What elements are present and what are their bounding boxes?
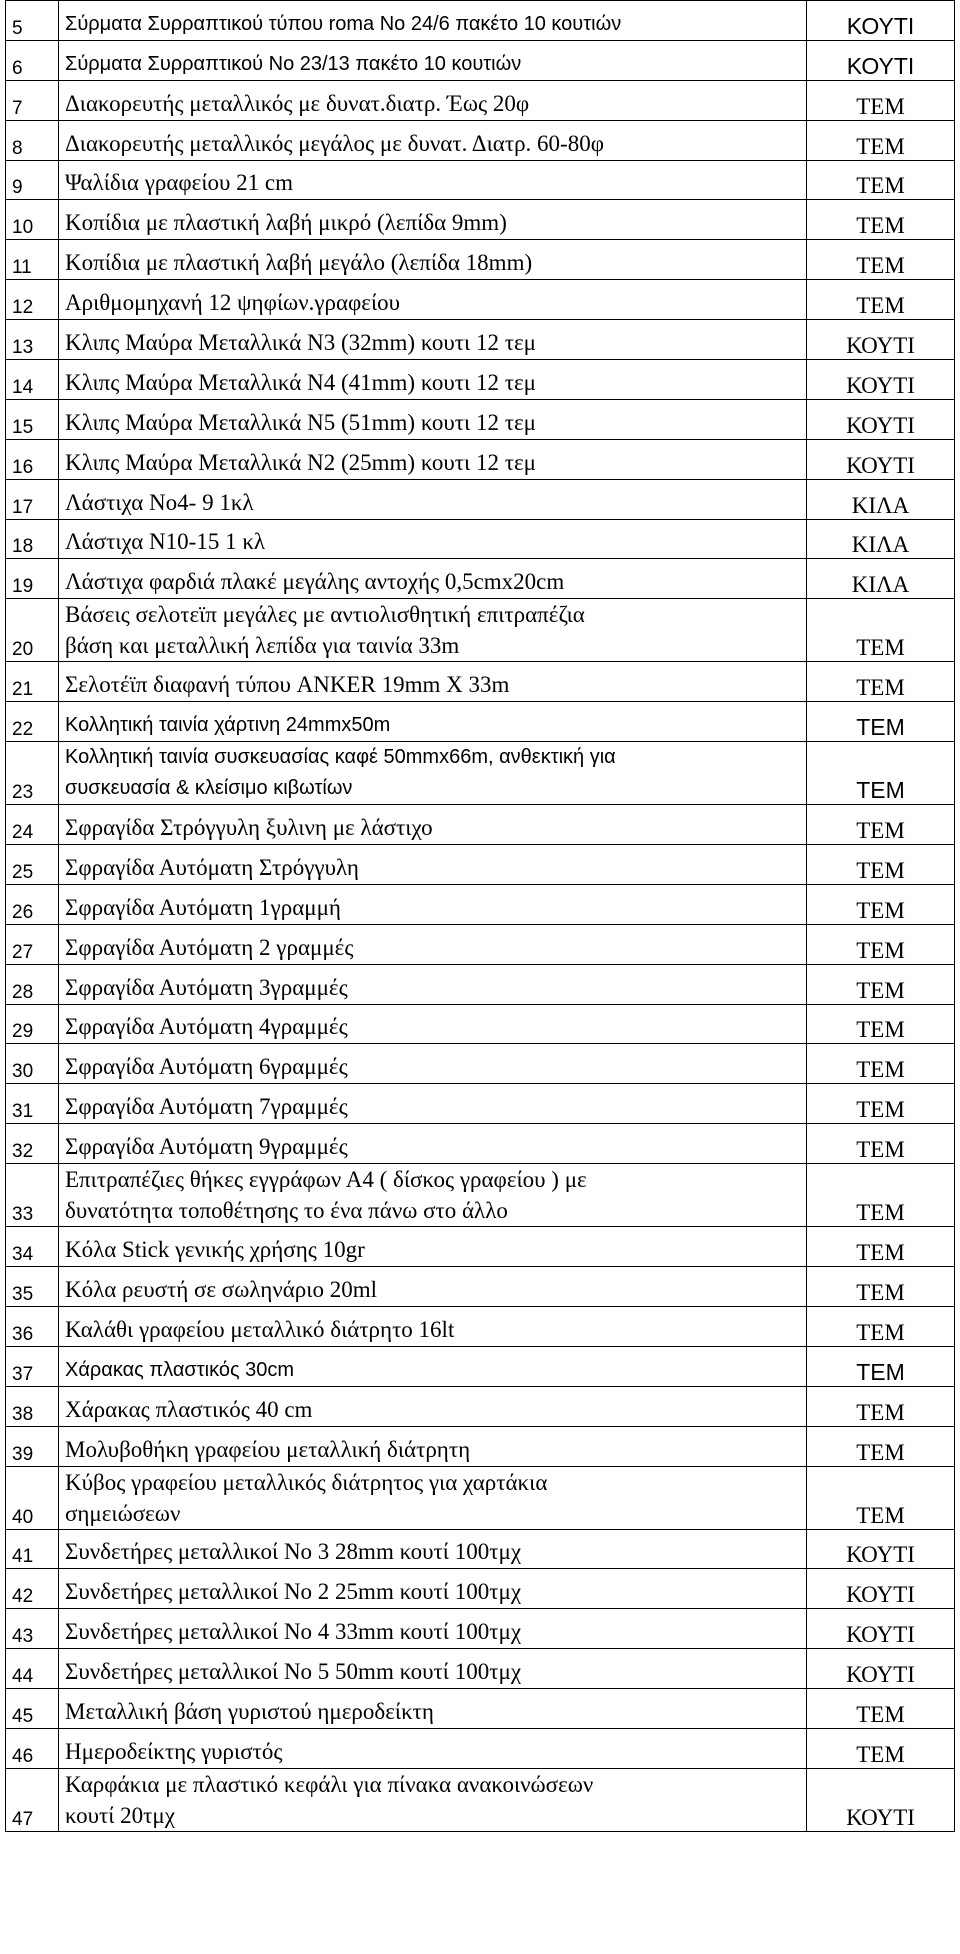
table-row (6, 1569, 955, 1609)
unit-of-measure: ΤΕΜ (807, 120, 955, 160)
unit-of-measure: ΤΕΜ (807, 80, 955, 120)
table-row (6, 1466, 955, 1529)
item-description (59, 439, 807, 479)
unit-of-measure: ΤΕΜ (807, 1124, 955, 1164)
row-number: 46 (6, 1728, 59, 1768)
item-description (59, 1768, 807, 1831)
item-description (59, 1689, 807, 1729)
item-description (59, 1306, 807, 1346)
item-description (59, 1466, 807, 1529)
unit-of-measure: ΤΕΜ (807, 805, 955, 845)
row-number: 20 (6, 599, 59, 662)
description-line: Κλιπς Μαύρα Μεταλλικά Ν5 (51mm) κουτι 12 τεμ (65, 409, 536, 435)
row-number: 36 (6, 1306, 59, 1346)
item-description (59, 1004, 807, 1044)
row-number: 13 (6, 320, 59, 360)
row-number: 32 (6, 1124, 59, 1164)
unit-of-measure: ΤΕΜ (807, 1426, 955, 1466)
unit-of-measure: ΚΙΛΑ (807, 559, 955, 599)
document-page (5, 0, 955, 1832)
table-row (6, 964, 955, 1004)
item-description (59, 805, 807, 845)
row-number: 34 (6, 1227, 59, 1267)
table-row (6, 80, 955, 120)
description-line: Συνδετήρες μεταλλικοί Νο 5 50mm κουτί 100τμχ (65, 1659, 522, 1685)
table-row (6, 559, 955, 599)
description-line: Καρφάκια με πλαστικό κεφάλι για πίνακα ανακοινώσεων (65, 1771, 594, 1797)
table-row (6, 805, 955, 845)
table-row (6, 1728, 955, 1768)
description-line: Σφραγίδα Αυτόματη 9γραμμές (65, 1134, 348, 1160)
item-description (59, 80, 807, 120)
row-number: 23 (6, 742, 59, 805)
description-line: Σελοτέϊπ διαφανή τύπου ANKER 19mm X 33m (65, 672, 510, 698)
description-line: Μολυβοθήκη γραφείου μεταλλική διάτρητη (65, 1436, 471, 1462)
item-description (59, 1227, 807, 1267)
unit-of-measure: ΤΕΜ (807, 1267, 955, 1307)
unit-of-measure: ΚΟΥΤΙ (807, 399, 955, 439)
unit-of-measure: ΚΟΥΤΙ (807, 1529, 955, 1569)
unit-of-measure: ΚΟΥΤΙ (807, 1569, 955, 1609)
item-description (59, 1426, 807, 1466)
row-number: 47 (6, 1768, 59, 1831)
row-number: 38 (6, 1386, 59, 1426)
row-number: 22 (6, 702, 59, 742)
item-description (59, 964, 807, 1004)
row-number: 43 (6, 1609, 59, 1649)
unit-of-measure: ΤΕΜ (807, 964, 955, 1004)
item-description (59, 1728, 807, 1768)
row-number: 42 (6, 1569, 59, 1609)
table-row (6, 120, 955, 160)
row-number: 14 (6, 360, 59, 400)
table-row (6, 1609, 955, 1649)
unit-of-measure: ΤΕΜ (807, 1728, 955, 1768)
row-number: 30 (6, 1044, 59, 1084)
description-line: Κοπίδια με πλαστική λαβή μικρό (λεπίδα 9mm) (65, 210, 507, 236)
table-row (6, 1044, 955, 1084)
row-number: 19 (6, 559, 59, 599)
item-description (59, 1, 807, 41)
table-row (6, 1426, 955, 1466)
item-description (59, 884, 807, 924)
item-description (59, 320, 807, 360)
item-description (59, 1267, 807, 1307)
description-line: σημειώσεων (65, 1500, 181, 1526)
description-line: κουτί 20τμχ (65, 1802, 175, 1828)
description-line: Καλάθι γραφείου μεταλλικό διάτρητο 16lt (65, 1316, 455, 1342)
description-line: Ψαλίδια γραφείου 21 cm (65, 170, 294, 196)
unit-of-measure: ΤΕΜ (807, 160, 955, 200)
unit-of-measure: ΤΕΜ (807, 924, 955, 964)
row-number: 16 (6, 439, 59, 479)
table-row (6, 1689, 955, 1729)
row-number: 5 (6, 1, 59, 41)
row-number: 35 (6, 1267, 59, 1307)
unit-of-measure: ΤΕΜ (807, 1004, 955, 1044)
unit-of-measure: ΚΟΥΤΙ (807, 360, 955, 400)
description-line: Σφραγίδα Στρόγγυλη ξυλινη με λάστιχο (65, 815, 433, 841)
table-row (6, 845, 955, 885)
item-description (59, 1386, 807, 1426)
description-line: Συνδετήρες μεταλλικοί Νο 4 33mm κουτί 100τμχ (65, 1619, 522, 1645)
description-line: Σφραγίδα Αυτόματη 1γραμμή (65, 894, 341, 920)
item-description (59, 924, 807, 964)
item-description (59, 1529, 807, 1569)
row-number: 8 (6, 120, 59, 160)
description-line: Λάστιχα Ν10-15 1 κλ (65, 529, 266, 555)
description-line: Κολλητική ταινία χάρτινη 24mmx50m (65, 714, 391, 737)
table-row (6, 1227, 955, 1267)
item-description (59, 40, 807, 80)
item-description (59, 1164, 807, 1227)
description-line: Σφραγίδα Αυτόματη 4γραμμές (65, 1014, 348, 1040)
row-number: 28 (6, 964, 59, 1004)
table-row (6, 1386, 955, 1426)
unit-of-measure: ΚΟΥΤΙ (807, 1649, 955, 1689)
description-line: Κόλα Stick γενικής χρήσης 10gr (65, 1237, 365, 1263)
row-number: 24 (6, 805, 59, 845)
unit-of-measure: ΤΕΜ (807, 1164, 955, 1227)
table-row (6, 200, 955, 240)
unit-of-measure: ΤΕΜ (807, 240, 955, 280)
table-row (6, 360, 955, 400)
description-line: Διακορευτής μεταλλικός μεγάλος με δυνατ. Διατρ. 60-80φ (65, 130, 604, 156)
table-row (6, 662, 955, 702)
table-row (6, 1768, 955, 1831)
row-number: 31 (6, 1084, 59, 1124)
table-row (6, 280, 955, 320)
table-row (6, 1346, 955, 1386)
description-line: Κλιπς Μαύρα Μεταλλικά Ν4 (41mm) κουτι 12 τεμ (65, 369, 536, 395)
description-line: Λάστιχα φαρδιά πλακέ μεγάλης αντοχής 0,5cmx20cm (65, 569, 565, 595)
row-number: 39 (6, 1426, 59, 1466)
row-number: 7 (6, 80, 59, 120)
table-row (6, 519, 955, 559)
description-line: Κλιπς Μαύρα Μεταλλικά Ν3 (32mm) κουτι 12 τεμ (65, 330, 536, 356)
table-row (6, 1306, 955, 1346)
item-description (59, 1124, 807, 1164)
unit-of-measure: ΤΕΜ (807, 1346, 955, 1386)
items-table (5, 0, 955, 1832)
unit-of-measure: ΤΕΜ (807, 280, 955, 320)
item-description (59, 360, 807, 400)
table-row (6, 320, 955, 360)
description-line: Συνδετήρες μεταλλικοί Νο 2 25mm κουτί 100τμχ (65, 1579, 522, 1605)
table-row (6, 1649, 955, 1689)
row-number: 45 (6, 1689, 59, 1729)
item-description (59, 160, 807, 200)
row-number: 12 (6, 280, 59, 320)
unit-of-measure: ΚΙΛΑ (807, 519, 955, 559)
unit-of-measure: ΚΟΥΤΙ (807, 1, 955, 41)
table-row (6, 742, 955, 805)
table-row (6, 479, 955, 519)
unit-of-measure: ΤΕΜ (807, 1466, 955, 1529)
description-line: Σφραγίδα Αυτόματη Στρόγγυλη (65, 854, 359, 880)
table-row (6, 1267, 955, 1307)
item-description (59, 120, 807, 160)
item-description (59, 559, 807, 599)
item-description (59, 200, 807, 240)
unit-of-measure: ΤΕΜ (807, 742, 955, 805)
unit-of-measure: ΤΕΜ (807, 845, 955, 885)
row-number: 6 (6, 40, 59, 80)
description-line: Σύρματα Συρραπτικού τύπου roma Νο 24/6 πακέτο 10 κουτιών (65, 12, 622, 35)
description-line: Κλιπς Μαύρα Μεταλλικά Ν2 (25mm) κουτι 12 τεμ (65, 449, 536, 475)
table-row (6, 1004, 955, 1044)
item-description (59, 519, 807, 559)
description-line: Κόλα ρευστή σε σωληνάριο 20ml (65, 1276, 377, 1302)
item-description (59, 702, 807, 742)
table-row (6, 1, 955, 41)
unit-of-measure: ΤΕΜ (807, 1689, 955, 1729)
row-number: 17 (6, 479, 59, 519)
table-row (6, 1529, 955, 1569)
unit-of-measure: ΤΕΜ (807, 662, 955, 702)
row-number: 33 (6, 1164, 59, 1227)
table-row (6, 884, 955, 924)
description-line: δυνατότητα τοποθέτησης το ένα πάνω στο άλλο (65, 1198, 508, 1224)
item-description (59, 1044, 807, 1084)
unit-of-measure: ΚΙΛΑ (807, 479, 955, 519)
table-row (6, 702, 955, 742)
row-number: 21 (6, 662, 59, 702)
item-description (59, 479, 807, 519)
item-description (59, 1649, 807, 1689)
description-line: Κολλητική ταινία συσκευασίας καφέ 50mmx66m, ανθεκτική για (65, 746, 616, 769)
description-line: Συνδετήρες μεταλλικοί Νο 3 28mm κουτί 100τμχ (65, 1539, 522, 1565)
unit-of-measure: ΚΟΥΤΙ (807, 439, 955, 479)
row-number: 27 (6, 924, 59, 964)
item-description (59, 1569, 807, 1609)
description-line: Κύβος γραφείου μεταλλικός διάτρητος για χαρτάκια (65, 1469, 548, 1495)
row-number: 37 (6, 1346, 59, 1386)
description-line: Χάρακας πλαστικός 30cm (65, 1358, 295, 1381)
description-line: Λάστιχα Νο4- 9 1κλ (65, 489, 254, 515)
description-line: συσκευασία & κλείσιμο κιβωτίων (65, 777, 353, 800)
item-description (59, 599, 807, 662)
table-row (6, 1164, 955, 1227)
row-number: 15 (6, 399, 59, 439)
description-line: Επιτραπέζιες θήκες εγγράφων Α4 ( δίσκος γραφείου ) με (65, 1167, 587, 1193)
item-description (59, 662, 807, 702)
unit-of-measure: ΤΕΜ (807, 1084, 955, 1124)
unit-of-measure: ΤΕΜ (807, 200, 955, 240)
unit-of-measure: ΚΟΥΤΙ (807, 320, 955, 360)
item-description (59, 1346, 807, 1386)
row-number: 41 (6, 1529, 59, 1569)
unit-of-measure: ΤΕΜ (807, 1386, 955, 1426)
table-row (6, 160, 955, 200)
item-description (59, 399, 807, 439)
description-line: Σύρματα Συρραπτικού Νο 23/13 πακέτο 10 κουτιών (65, 52, 522, 75)
row-number: 18 (6, 519, 59, 559)
item-description (59, 845, 807, 885)
description-line: Αριθμομηχανή 12 ψηφίων.γραφείου (65, 290, 401, 316)
row-number: 11 (6, 240, 59, 280)
description-line: Διακορευτής μεταλλικός με δυνατ.διατρ. Έως 20φ (65, 90, 530, 116)
unit-of-measure: ΤΕΜ (807, 884, 955, 924)
row-number: 44 (6, 1649, 59, 1689)
description-line: Σφραγίδα Αυτόματη 3γραμμές (65, 974, 348, 1000)
row-number: 9 (6, 160, 59, 200)
unit-of-measure: ΚΟΥΤΙ (807, 40, 955, 80)
description-line: Χάρακας πλαστικός 40 cm (65, 1396, 313, 1422)
description-line: Σφραγίδα Αυτόματη 7γραμμές (65, 1094, 348, 1120)
table-row (6, 599, 955, 662)
description-line: Κοπίδια με πλαστική λαβή μεγάλο (λεπίδα 18mm) (65, 250, 533, 276)
items-table-body (6, 1, 955, 1832)
unit-of-measure: ΤΕΜ (807, 599, 955, 662)
unit-of-measure: ΤΕΜ (807, 1227, 955, 1267)
table-row (6, 924, 955, 964)
unit-of-measure: ΚΟΥΤΙ (807, 1609, 955, 1649)
table-row (6, 1124, 955, 1164)
row-number: 25 (6, 845, 59, 885)
description-line: Βάσεις σελοτεϊπ μεγάλες με αντιολισθητική επιτραπέζια (65, 602, 585, 628)
row-number: 29 (6, 1004, 59, 1044)
item-description (59, 240, 807, 280)
table-row (6, 399, 955, 439)
table-row (6, 240, 955, 280)
description-line: Σφραγίδα Αυτόματη 6γραμμές (65, 1054, 348, 1080)
unit-of-measure: ΤΕΜ (807, 1044, 955, 1084)
description-line: Ημεροδείκτης γυριστός (65, 1738, 283, 1764)
table-row (6, 439, 955, 479)
item-description (59, 1084, 807, 1124)
table-row (6, 1084, 955, 1124)
description-line: Μεταλλική βάση γυριστού ημεροδείκτη (65, 1698, 434, 1724)
row-number: 10 (6, 200, 59, 240)
description-line: βάση και μεταλλική λεπίδα για ταινία 33m (65, 633, 460, 659)
item-description (59, 280, 807, 320)
table-row (6, 40, 955, 80)
unit-of-measure: ΤΕΜ (807, 1306, 955, 1346)
unit-of-measure: ΤΕΜ (807, 702, 955, 742)
unit-of-measure: ΚΟΥΤΙ (807, 1768, 955, 1831)
row-number: 26 (6, 884, 59, 924)
description-line: Σφραγίδα Αυτόματη 2 γραμμές (65, 934, 354, 960)
row-number: 40 (6, 1466, 59, 1529)
item-description (59, 1609, 807, 1649)
item-description (59, 742, 807, 805)
